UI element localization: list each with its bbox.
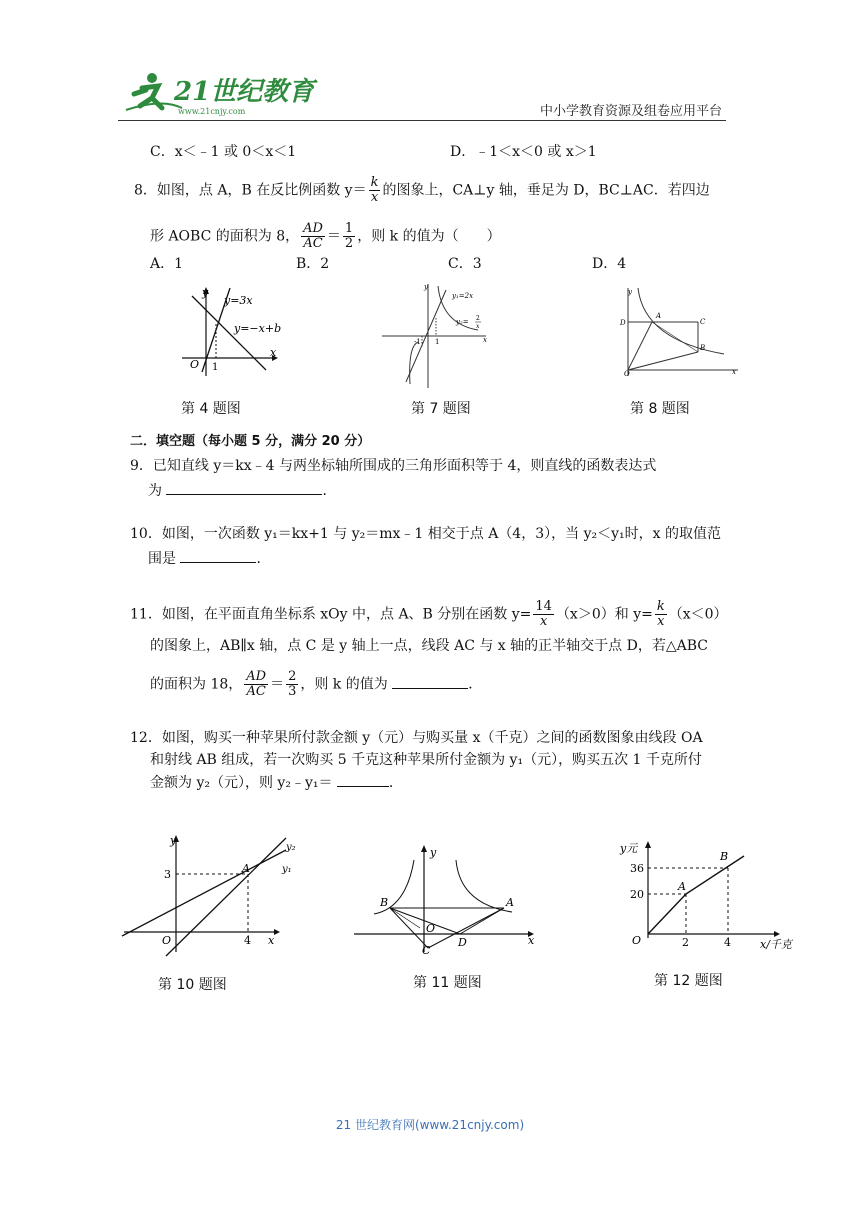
q10-answer-blank[interactable] xyxy=(180,548,256,563)
fig11-x-label: x xyxy=(528,934,535,947)
fig11-caption: 第 11 题图 xyxy=(413,975,482,991)
q7-option-c: C．x＜﹣1 或 0＜x＜1 xyxy=(150,144,297,160)
fig8-point-b: B xyxy=(700,344,706,352)
fig10-y1-label: y₁ xyxy=(282,864,292,875)
runner-logo-icon xyxy=(122,68,315,118)
fig8-point-c: C xyxy=(700,318,706,326)
fig10-origin: O xyxy=(162,934,172,947)
fig12-tick-36: 36 xyxy=(630,862,644,875)
q12-line3: 金额为 y₂（元），则 y₂﹣y₁＝ ． xyxy=(150,772,403,793)
fig12-tick-2: 2 xyxy=(682,936,689,949)
q8-text: 8．如图，点 A，B 在反比例函数 y＝ xyxy=(134,182,367,199)
figure-11 xyxy=(350,844,540,957)
q8-text-post: 的图象上，CA⊥y 轴，垂足为 D，BC⊥AC．若四边 xyxy=(382,182,710,199)
q8-text2: 形 AOBC 的面积为 8， xyxy=(150,228,300,245)
fig12-y-label: y元 xyxy=(620,842,638,855)
q8-option-d: D．4 xyxy=(592,256,627,272)
fig10-y2-label: y₂ xyxy=(286,842,296,853)
q8-option-c: C．3 xyxy=(448,256,482,272)
fig4-caption: 第 4 题图 xyxy=(181,401,241,417)
q11-line1: 11．如图，在平面直角坐标系 xOy 中，点 A、B 分别在函数 y= $\frac{14}{x}$ （x＞0）和 y= $\frac{k}{x}$ （x＜0） xyxy=(130,599,728,629)
fig4-tick-1: 1 xyxy=(212,362,219,373)
fig10-y-label: y xyxy=(170,834,177,847)
fig11-point-a: A xyxy=(506,896,514,909)
fig12-origin: O xyxy=(632,934,642,947)
q8-eq: ＝ xyxy=(326,228,341,245)
fig10-tick-3: 3 xyxy=(164,868,171,881)
fig11-y-label: y xyxy=(430,846,437,859)
platform-title: 中小学教育资源及组卷应用平台 xyxy=(540,104,723,119)
q8-option-a: A．1 xyxy=(150,256,184,272)
q8-option-b: B．2 xyxy=(296,256,330,272)
logo-text: 21世纪教育 xyxy=(174,77,315,107)
fig11-point-b: B xyxy=(380,896,389,909)
fig7-l2-den: x xyxy=(476,323,480,330)
fig8-point-d: D xyxy=(620,319,626,327)
header-rule xyxy=(118,120,726,121)
fig7-caption: 第 7 题图 xyxy=(411,401,471,417)
q7-option-d: D．﹣1＜x＜0 或 x＞1 xyxy=(450,144,597,160)
fig12-point-b: B xyxy=(720,850,729,863)
figure-7 xyxy=(380,280,490,390)
fig12-tick-4: 4 xyxy=(724,936,731,949)
fig10-point-a: A xyxy=(242,862,250,875)
fig12-x-label: x/千克 xyxy=(760,938,792,951)
fig10-caption: 第 10 题图 xyxy=(158,977,227,993)
fig7-tick-neg1: -1 xyxy=(414,338,421,346)
fig8-y-label: y xyxy=(628,288,632,296)
fig11-point-c: C xyxy=(422,944,431,957)
fig4-line2-label: y=−x+b xyxy=(234,322,282,335)
fig7-l2-num: 2 xyxy=(476,315,480,322)
fig11-point-d: D xyxy=(458,936,467,949)
figure-4 xyxy=(172,284,282,380)
fig7-x-label: x xyxy=(483,336,487,344)
q8-frac-ad-ac: $\frac{AD}{AC}$ xyxy=(303,221,323,251)
q8-line2 xyxy=(150,222,501,251)
logo-url: www.21cnjy.com xyxy=(178,107,246,116)
header-logo xyxy=(122,68,315,118)
fig12-tick-20: 20 xyxy=(630,888,644,901)
q8-frac-half: $\frac{1}{2}$ xyxy=(344,221,354,251)
q9-line2: 为 ． xyxy=(148,480,336,501)
fig4-line1-label: y=3x xyxy=(224,294,253,307)
fig8-origin: O xyxy=(624,370,630,378)
q10-line2: 围是 ． xyxy=(148,548,270,569)
fig8-x-label: x xyxy=(732,368,736,376)
figure-10 xyxy=(118,832,304,958)
fig10-x-label: x xyxy=(268,934,275,947)
q9-answer-blank[interactable] xyxy=(166,480,322,495)
fig7-tick-1: 1 xyxy=(435,338,440,346)
q12-line2: 和射线 AB 组成，若一次购买 5 千克这种苹果所付金额为 y₁（元），购买五次 1 千克所付 xyxy=(150,752,702,768)
q8-frac-kx: $\frac{k}{x}$ xyxy=(370,175,379,205)
fig4-origin: O xyxy=(190,358,200,371)
q8-line1 xyxy=(134,176,710,205)
fig4-x-label: x xyxy=(270,346,277,359)
fig7-y-label: y xyxy=(424,283,428,291)
fig11-origin: O xyxy=(426,922,436,935)
q11-line2: 的图象上，AB∥x 轴，点 C 是 y 轴上一点，线段 AC 与 x 轴的正半轴交于点 D，若△ABC xyxy=(150,638,708,654)
q8-text2-post: ，则 k 的值为（ ） xyxy=(357,228,501,245)
fig10-tick-4: 4 xyxy=(244,934,251,947)
q9-line1: 9．已知直线 y＝kx﹣4 与两坐标轴所围成的三角形面积等于 4，则直线的函数表达式 xyxy=(130,458,657,474)
footer-link[interactable]: 21 世纪教育网(www.21cnjy.com) xyxy=(335,1118,525,1132)
fig12-point-a: A xyxy=(678,880,686,893)
q10-line1: 10．如图，一次函数 y₁＝kx+1 与 y₂＝mx﹣1 相交于点 A（4，3），当 y₂＜y₁时，x 的取值范 xyxy=(130,526,721,542)
fig12-caption: 第 12 题图 xyxy=(654,973,723,989)
fig4-y-label: y xyxy=(202,286,209,299)
q11-answer-blank[interactable] xyxy=(392,674,468,689)
fig7-l1: y₁=2x xyxy=(452,292,474,300)
fig8-caption: 第 8 题图 xyxy=(630,401,690,417)
q12-answer-blank[interactable] xyxy=(337,772,389,787)
fig8-point-a: A xyxy=(656,312,662,320)
fig7-l2: y₂= xyxy=(456,318,469,326)
figure-12 xyxy=(618,832,794,954)
section-title: 二．填空题（每小题 5 分，满分 20 分） xyxy=(130,434,371,449)
q12-line1: 12．如图，购买一种苹果所付款金额 y（元）与购买量 x（千克）之间的函数图象由线段 OA xyxy=(130,730,703,746)
figure-8 xyxy=(614,284,744,380)
q11-line3: 的面积为 18， $\frac{AD}{AC}$ ＝ $\frac{2}{3}$ ，则 k 的值为 ． xyxy=(150,669,483,699)
